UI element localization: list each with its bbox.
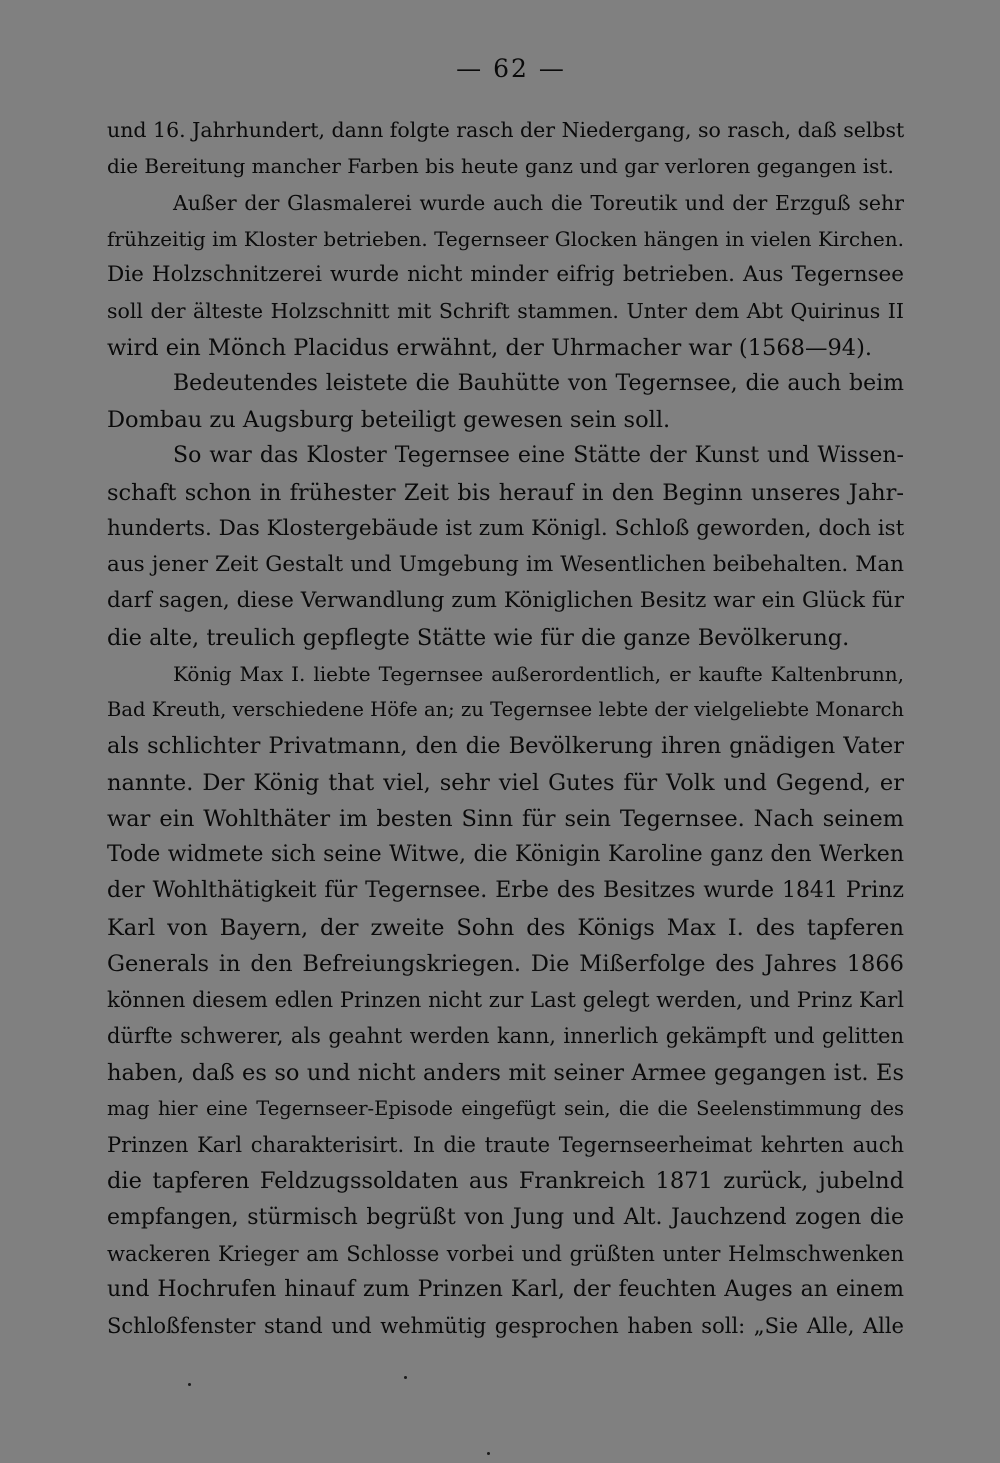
text-line: hunderts. Das Klostergebäude ist zum Königl. Schloß geworden, doch ist — [107, 515, 904, 541]
text-line: aus jener Zeit Gestalt und Umgebung im Wesentlichen beibehalten. Man — [107, 552, 904, 577]
text-line: soll der älteste Holzschnitt mit Schrift stammen. Unter dem Abt Quirinus II — [107, 299, 904, 324]
text-line: der Wohlthätigkeit für Tegernsee. Erbe des Besitzes wurde 1841 Prinz — [107, 878, 904, 904]
text-line: So war das Kloster Tegernsee eine Stätte der Kunst und Wissen- — [173, 443, 904, 469]
text-line: Tode widmete sich seine Witwe, die Königin Karoline ganz den Werken — [107, 842, 904, 867]
text-line: frühzeitig im Kloster betrieben. Tegernseer Glocken hängen in vielen Kirchen. — [107, 226, 904, 251]
text-line: haben, daß es so und nicht anders mit seiner Armee gegangen ist. Es — [107, 1059, 904, 1086]
text-line: die Bereitung mancher Farben bis heute ganz und gar verloren gegangen ist. — [107, 154, 894, 179]
text-line: schaft schon in frühester Zeit bis herauf in den Beginn unseres Jahr- — [107, 479, 904, 506]
text-line: Schloßfenster stand und wehmütig gesprochen haben soll: „Sie Alle, Alle — [107, 1314, 904, 1339]
print-speck — [487, 1452, 490, 1455]
text-line: wird ein Mönch Placidus erwähnt, der Uhrmacher war (1568—94). — [107, 334, 873, 361]
text-line: und Hochrufen hinauf zum Prinzen Karl, der feuchten Auges an einem — [107, 1277, 904, 1302]
page-number: — 62 — — [456, 54, 566, 83]
text-line: Bad Kreuth, verschiedene Höfe an; zu Tegernsee lebte der vielgeliebte Monarch — [107, 698, 904, 721]
text-line: darf sagen, diese Verwandlung zum Königlichen Besitz war ein Glück für — [107, 588, 904, 614]
text-line: Generals in den Befreiungskriegen. Die Mißerfolge des Jahres 1866 — [107, 950, 904, 977]
text-line: empfangen, stürmisch begrüßt von Jung und Alt. Jauchzend zogen die — [107, 1204, 904, 1230]
text-line: die alte, treulich gepflegte Stätte wie für die ganze Bevölkerung. — [107, 624, 850, 651]
text-line: Prinzen Karl charakterisirt. In die traute Tegernseerheimat kehrten auch — [107, 1133, 904, 1157]
text-line: Karl von Bayern, der zweite Sohn des Königs Max I. des tapferen — [107, 914, 904, 941]
text-line: dürfte schwerer, als geahnt werden kann, innerlich gekämpft und gelitten — [107, 1024, 904, 1049]
text-line: Bedeutendes leistete die Bauhütte von Tegernsee, die auch beim — [173, 370, 904, 396]
text-line: die tapferen Feldzugssoldaten aus Frankreich 1871 zurück, jubelnd — [107, 1168, 904, 1195]
text-line: nannte. Der König that viel, sehr viel Gutes für Volk und Gegend, er — [107, 769, 904, 796]
text-line: und 16. Jahrhundert, dann folgte rasch der Niedergang, so rasch, daß selbst — [107, 118, 904, 142]
print-speck — [188, 1383, 191, 1386]
text-line: Außer der Glasmalerei wurde auch die Toreutik und der Erzguß sehr — [173, 190, 904, 215]
text-line: Die Holzschnitzerei wurde nicht minder eifrig betrieben. Aus Tegernsee — [107, 262, 904, 287]
body-text — [107, 112, 904, 1345]
text-line: König Max I. liebte Tegernsee außerordentlich, er kaufte Kaltenbrunn, — [173, 661, 904, 686]
text-line: können diesem edlen Prinzen nicht zur Last gelegt werden, und Prinz Karl — [107, 988, 904, 1012]
text-line: mag hier eine Tegernseer-Episode eingefügt sein, die die Seelenstimmung des — [107, 1096, 904, 1120]
text-line: wackeren Krieger am Schlosse vorbei und grüßten unter Helmschwenken — [107, 1241, 904, 1266]
text-line: war ein Wohlthäter im besten Sinn für sein Tegernsee. Nach seinem — [107, 805, 904, 832]
text-line: Dombau zu Augsburg beteiligt gewesen sein soll. — [107, 407, 671, 433]
print-speck — [404, 1376, 407, 1379]
text-line: als schlichter Privatmann, den die Bevölkerung ihren gnädigen Vater — [107, 733, 904, 760]
